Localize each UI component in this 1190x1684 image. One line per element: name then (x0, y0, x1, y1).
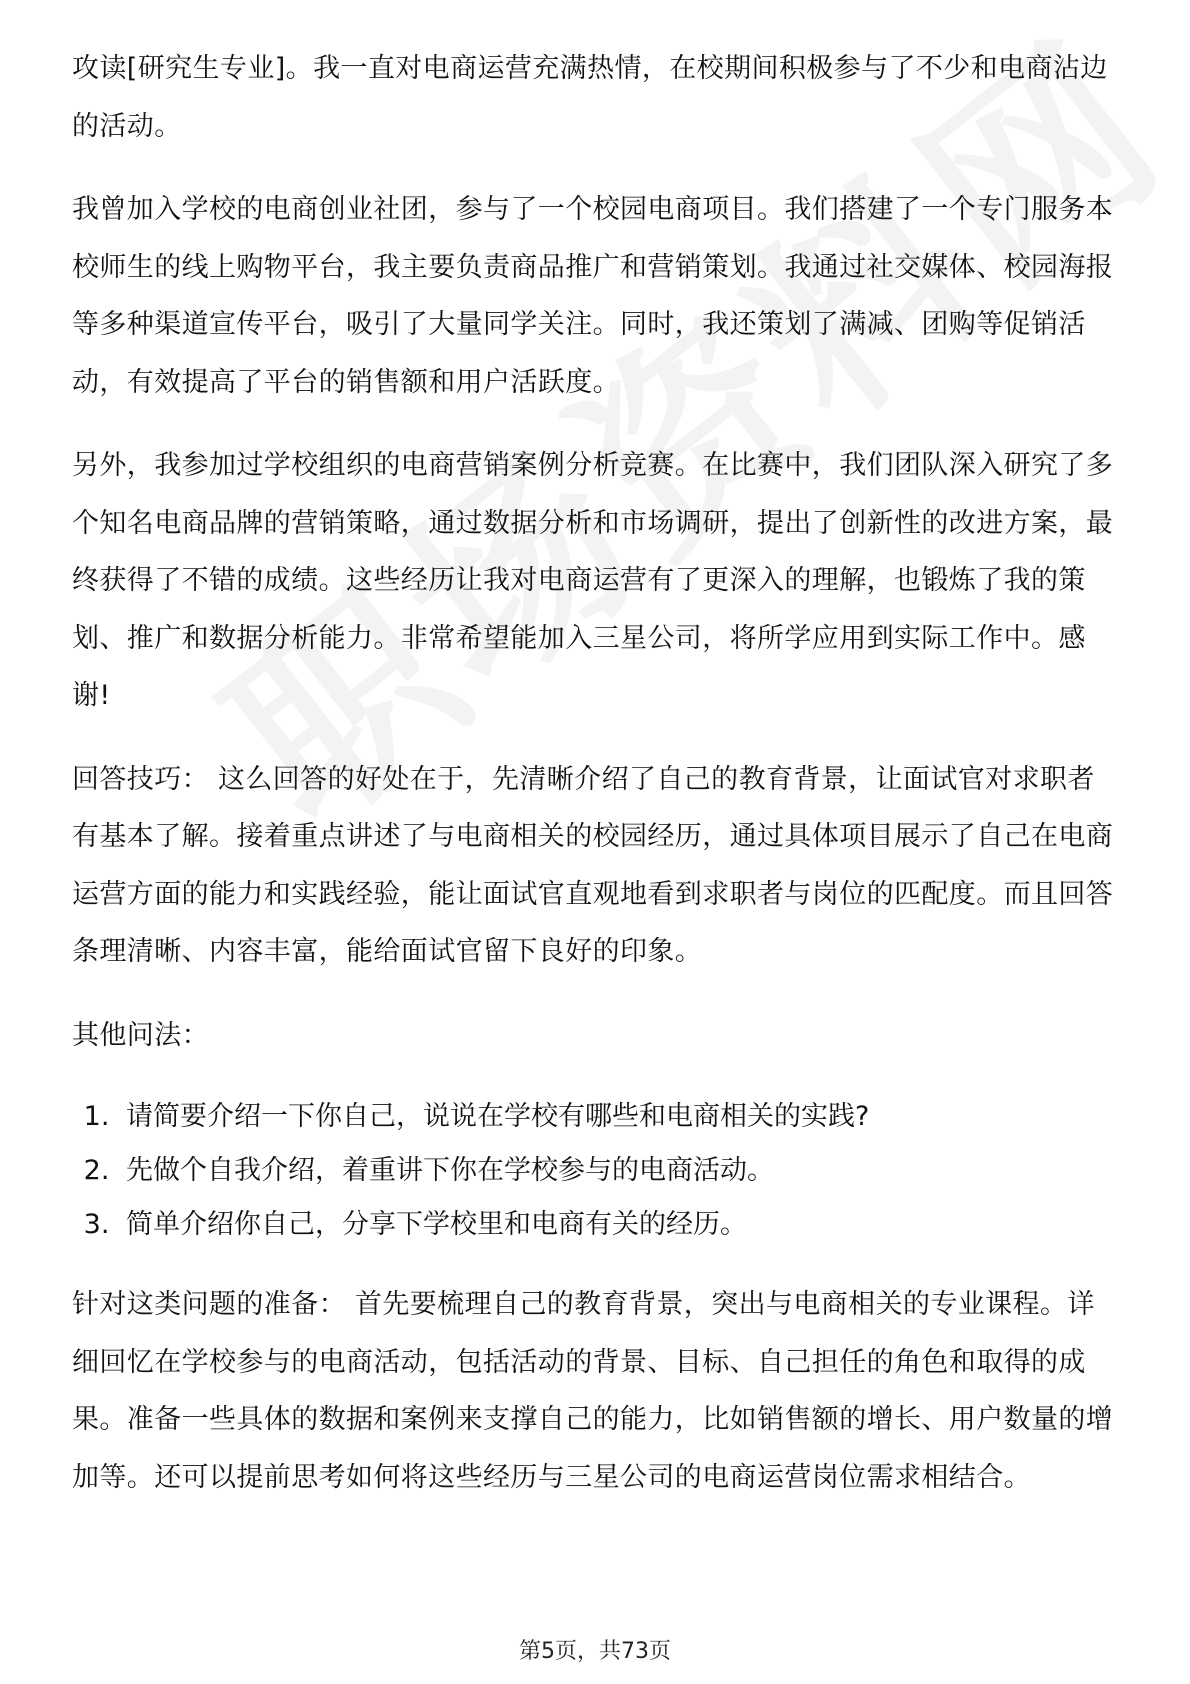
paragraph-preparation: 针对这类问题的准备： 首先要梳理自己的教育背景，突出与电商相关的专业课程。详细回忆在学校参与的电商活动，包括活动的背景、目标、自己担任的角色和取得的成果。准备一些具体的数据和案例来支撑自己的能力，比如销售额的增长、用户数量的增加等。还可以提前思考如何将这些经历与三星公司的电商运营岗位需求相结合。 (72, 1289, 1114, 1493)
list-item: 1. 请简要介绍一下你自己，说说在学校有哪些和电商相关的实践? (118, 1090, 1118, 1144)
list-item: 3. 简单介绍你自己，分享下学校里和电商有关的经历。 (118, 1198, 1118, 1252)
list-item: 2. 先做个自我介绍，着重讲下你在学校参与的电商活动。 (118, 1144, 1118, 1198)
other-questions-heading: 其他问法： (72, 1019, 209, 1051)
paragraph-ecommerce-club: 我曾加入学校的电商创业社团，参与了一个校园电商项目。我们搭建了一个专门服务本校师生的线上购物平台，我主要负责商品推广和营销策划。我通过社交媒体、校园海报等多种渠道宣传平台，吸引了大量同学关注。同时，我还策划了满减、团购等促销活动，有效提高了平台的销售额和用户活跃度。 (72, 194, 1114, 398)
other-questions-list (72, 1090, 1118, 1252)
paragraph-intro-continued: 攻读[研究生专业]。我一直对电商运营充满热情，在校期间积极参与了不少和电商沾边的活动。 (72, 53, 1108, 142)
page-number: 第5页，共73页 (519, 1639, 671, 1664)
paragraph-competition: 另外，我参加过学校组织的电商营销案例分析竞赛。在比赛中，我们团队深入研究了多个知名电商品牌的营销策略，通过数据分析和市场调研，提出了创新性的改进方案，最终获得了不错的成绩。这些经历让我对电商运营有了更深入的理解，也锻炼了我的策划、推广和数据分析能力。非常希望能加入三星公司，将所学应用到实际工作中。感谢! (72, 450, 1114, 711)
document-body (72, 40, 1118, 1532)
paragraph-answer-tips: 回答技巧： 这么回答的好处在于，先清晰介绍了自己的教育背景，让面试官对求职者有基本了解。接着重点讲述了与电商相关的校园经历，通过具体项目展示了自己在电商运营方面的能力和实践经验，能让面试官直观地看到求职者与岗位的匹配度。而且回答条理清晰、内容丰富，能给面试官留下良好的印象。 (72, 763, 1114, 967)
